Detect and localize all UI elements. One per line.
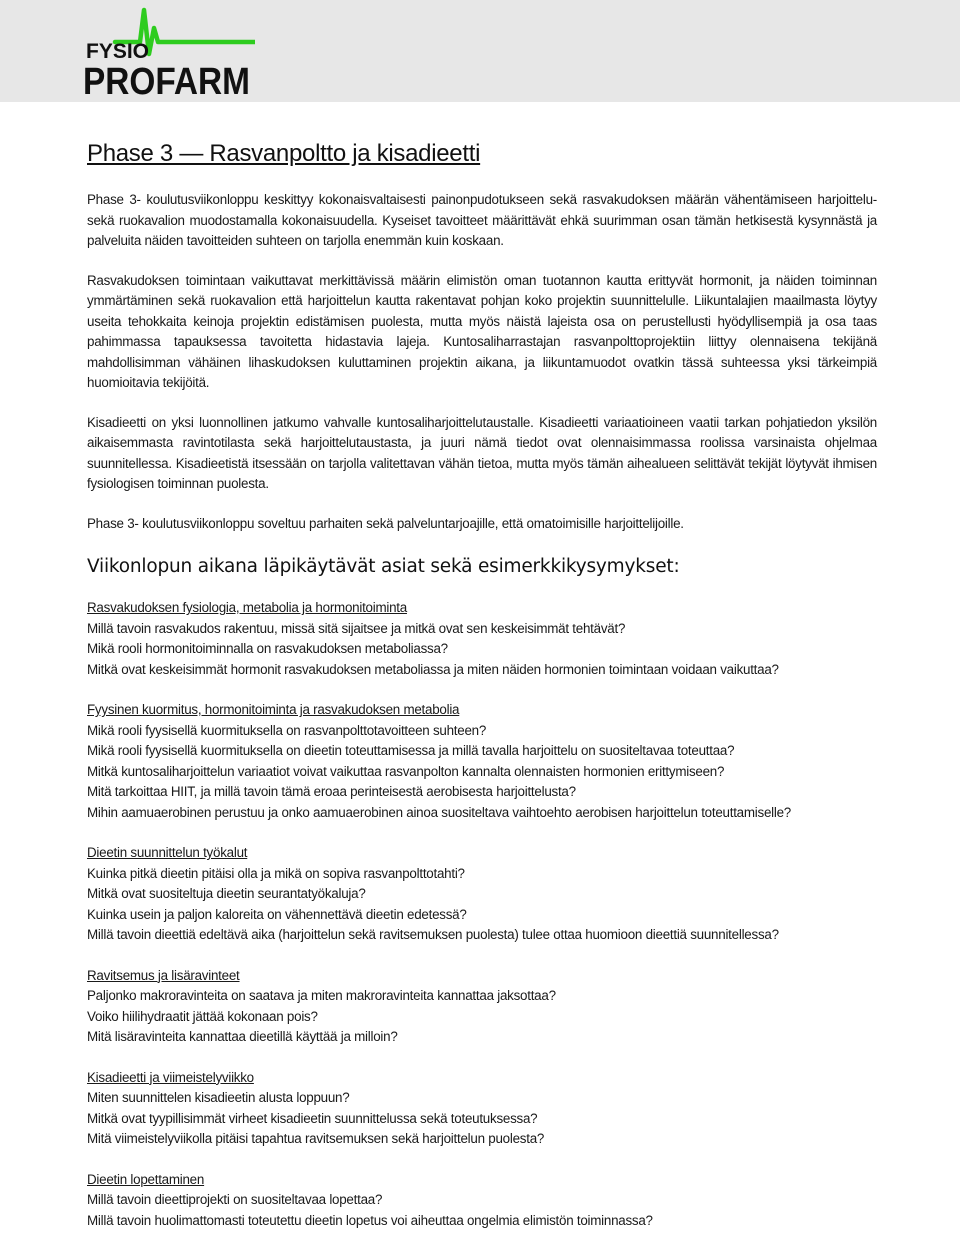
question: Mitä tarkoittaa HIIT, ja millä tavoin tämä eroaa perinteisestä aerobisesta harjoittelusta?: [87, 784, 576, 799]
header-band: [0, 0, 960, 102]
topic-title: Ravitsemus ja lisäravinteet: [87, 967, 240, 983]
question: Miten suunnittelen kisadieetin alusta loppuun?: [87, 1090, 350, 1105]
intro-paragraph-3: Kisadieetti on yksi luonnollinen jatkumo vahvalle kuntosaliharjoittelutaustalle. Kisadieetti variaatioineen vaatii tarkan pohjatiedon yksilön aikaisemmasta ravintotilasta sekä harjoittelutaustasta, ja juuri nämä tiedot ovat olennaisimmassa roolissa varsinaista ohjelmaa suunnitellessa. Kisadieetistä itsessään on tarjolla valitettavan vähän tietoa, mutta myös tämän aihealueen selittävät tekijät löytyvät ihmisen fysiologisen toiminnan puolesta.: [87, 414, 877, 491]
question: Mitkä ovat tyypillisimmät virheet kisadieetin suunnittelussa sekä toteutuksessa?: [87, 1110, 538, 1126]
topic-title: Dieetin lopettaminen: [87, 1171, 205, 1187]
topic-title: Kisadieetti ja viimeistelyviikko: [87, 1069, 254, 1085]
question: Mitä viimeistelyviikolla pitäisi tapahtua ravitsemuksen sekä harjoittelun puolesta?: [87, 1131, 545, 1146]
question: Mitkä ovat keskeisimmät hormonit rasvakudoksen metaboliassa ja miten näiden hormonien toimintaan voidaan vaikuttaa?: [87, 661, 779, 677]
topic-title: Dieetin suunnittelun työkalut: [87, 845, 248, 860]
question: Millä tavoin dieettiä edeltävä aika (harjoittelun sekä ravitsemuksen puolesta) tulee ottaa huomioon dieettiä suunnitellessa?: [87, 927, 779, 942]
question: Mikä rooli fyysisellä kuormituksella on dieetin toteuttamisessa ja millä tavalla harjoittelu on suositeltavaa toteuttaa?: [87, 743, 735, 758]
question: Mitkä kuntosaliharjoittelun variaatiot voivat vaikuttaa rasvanpolton kannalta olennaisten hormonien erittymiseen?: [87, 763, 725, 779]
logo-graphic: [80, 6, 255, 98]
page-title: Phase 3 — Rasvanpoltto ja kisadieetti: [87, 140, 481, 167]
question: Voiko hiilihydraatit jättää kokonaan pois?: [87, 1008, 318, 1024]
topic-nutrition-supplements: [87, 966, 877, 1048]
topic-diet-planning-tools: [87, 843, 877, 946]
question: Mitkä ovat suositeltuja dieetin seurantatyökaluja?: [87, 886, 366, 901]
question: Mihin aamuaerobinen perustuu ja onko aamuaerobinen ainoa suositeltava vaihtoehto aerobisen harjoittelun toteuttamiselle?: [87, 804, 791, 820]
fysioprofarm-logo[interactable]: [80, 6, 255, 98]
intro-paragraph-4: Phase 3- koulutusviikonloppu soveltuu parhaiten sekä palveluntarjoajille, että omatoimisille harjoittelijoille.: [87, 515, 684, 531]
topic-ending-diet: [87, 1170, 877, 1232]
topic-fat-tissue-physiology: [87, 598, 877, 680]
topic-title: Rasvakudoksen fysiologia, metabolia ja hormonitoiminta: [87, 600, 407, 615]
logo-text-profarm: PROFARM: [83, 61, 250, 98]
document-body: [87, 140, 877, 1251]
intro-paragraph-2: Rasvakudoksen toimintaan vaikuttavat merkittävissä määrin elimistön oman tuotannon kautta erittyvät hormonit, ja näiden toiminnan ymmärtäminen sekä ruokavalion että harjoittelun kautta rakentavat pohjan koko projektin suunnittelulle. Liikuntalajien maailmasta löytyy useita tehokkaita keinoja projektin edistämisen puolesta, mutta myös näistä lajeista osa on perustellusti hyödyllisempiä ja osa taas pahimmassa tapauksessa tavoitetta hidastavia lajeja. Kuntosaliharrastajan rasvanpolttoprojektiin liittyy olennaisena tekijänä mahdollisimman vähäinen lihaskudoksen kuluttaminen projektin aikana, ja liikuntamuodot ovatkin tässä suhteessa yksi tärkeimpiä huomioitavia tekijöitä.: [87, 272, 877, 390]
logo-text-fysio: FYSIO: [86, 40, 150, 63]
question: Millä tavoin dieettiprojekti on suositeltavaa lopettaa?: [87, 1192, 383, 1207]
question: Paljonko makroravinteita on saatava ja miten makroravinteita kannattaa jaksottaa?: [87, 988, 556, 1003]
topic-title: Fyysinen kuormitus, hormonitoiminta ja rasvakudoksen metabolia: [87, 702, 460, 717]
question: Millä tavoin rasvakudos rakentuu, missä sitä sijaitsee ja mitkä ovat sen keskeisimmät tehtävät?: [87, 620, 626, 636]
question: Millä tavoin huolimattomasti toteutettu dieetin lopetus voi aiheuttaa ongelmia elimistön toiminnassa?: [87, 1212, 653, 1228]
question: Kuinka pitkä dieetin pitäisi olla ja mikä on sopiva rasvanpolttotahti?: [87, 865, 465, 881]
question: Mikä rooli fyysisellä kuormituksella on rasvanpolttotavoitteen suhteen?: [87, 722, 487, 738]
question: Kuinka usein ja paljon kaloreita on vähennettävä dieetin edetessä?: [87, 906, 467, 922]
topic-physical-load: [87, 700, 877, 823]
question: Mitä lisäravinteita kannattaa dieetillä käyttää ja milloin?: [87, 1029, 398, 1044]
question: Mikä rooli hormonitoiminnalla on rasvakudoksen metaboliassa?: [87, 641, 448, 656]
topic-competition-diet: [87, 1068, 877, 1150]
section-heading: Viikonlopun aikana läpikäytävät asiat sekä esimerkkikysymykset:: [87, 556, 680, 577]
intro-paragraph-1: Phase 3- koulutusviikonloppu keskittyy kokonaisvaltaisesti painonpudotukseen sekä rasvakudoksen määrän vähentämiseen harjoittelu- sekä ruokavalion muodostamalla kokonaisuudella. Kyseiset tavoitteet määrittävät ehkä suurimman osan tämän hetkisestä kysynnästä ja palveluita näiden tavoitteiden suhteen on tarjolla enemmän kuin koskaan.: [87, 192, 877, 248]
